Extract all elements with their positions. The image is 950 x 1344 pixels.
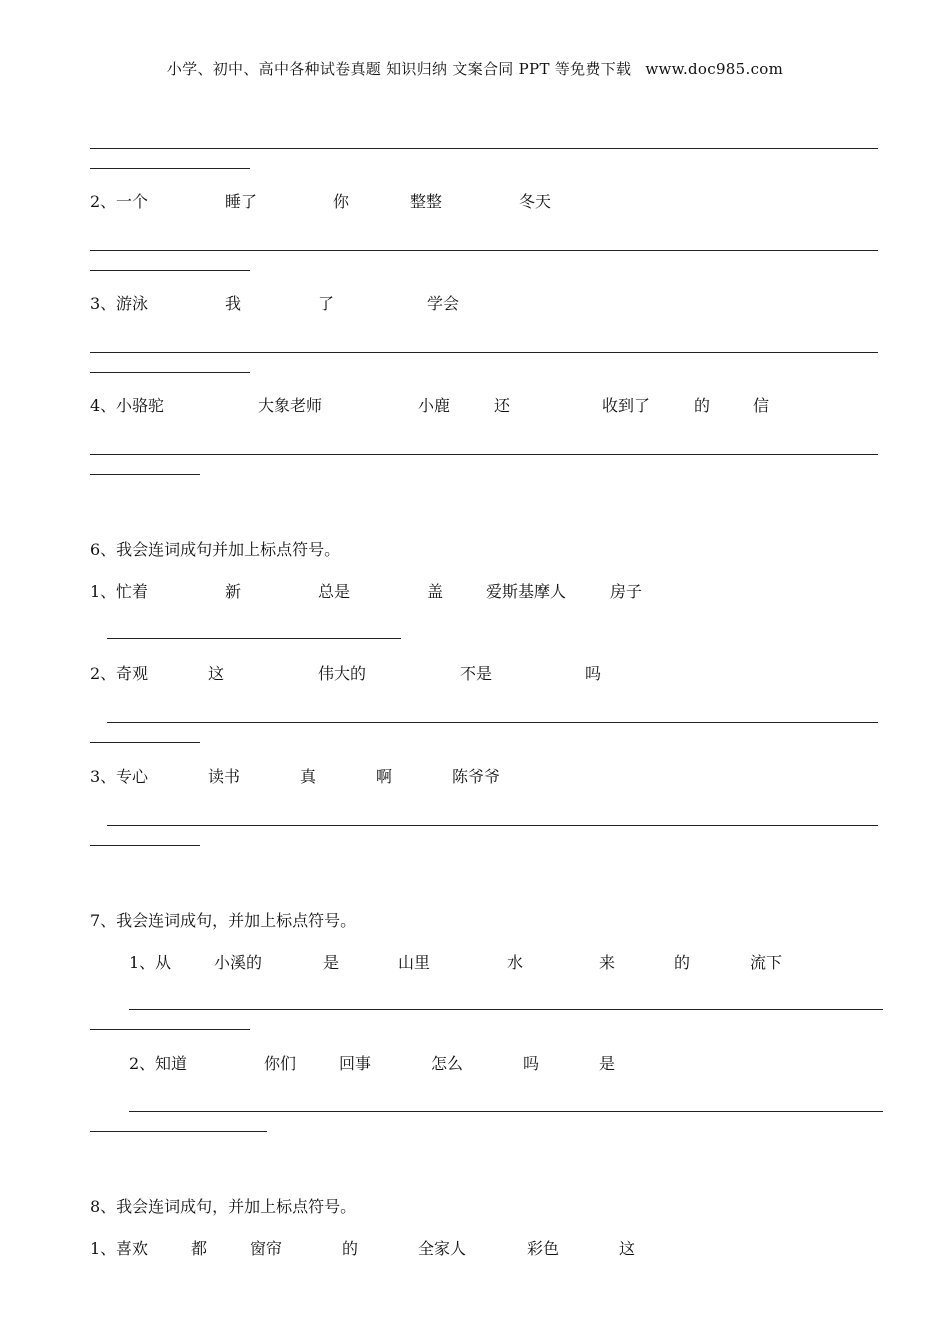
item-number: 2、 — [90, 192, 117, 211]
word: 真 — [300, 767, 317, 786]
word: 奇观 — [116, 664, 149, 683]
answer-line[interactable] — [90, 454, 878, 455]
answer-line-continuation[interactable] — [90, 270, 250, 271]
word: 的 — [674, 953, 691, 972]
word: 喜欢 — [116, 1239, 149, 1258]
word: 吗 — [523, 1054, 540, 1073]
header-url: www.doc985.com — [645, 60, 784, 78]
answer-line[interactable] — [90, 352, 878, 353]
item-number: 1、 — [129, 953, 156, 972]
answer-line-continuation[interactable] — [90, 474, 200, 475]
item-number: 3、 — [90, 767, 117, 786]
word: 这 — [208, 664, 225, 683]
word: 彩色 — [527, 1239, 560, 1258]
word: 啊 — [376, 767, 393, 786]
word: 大象老师 — [258, 396, 323, 415]
answer-line[interactable] — [129, 1111, 883, 1112]
word: 回事 — [339, 1054, 372, 1073]
word: 盖 — [427, 582, 444, 601]
item-number: 4、 — [90, 396, 117, 415]
word: 收到了 — [602, 396, 651, 415]
word: 学会 — [427, 294, 460, 313]
answer-line-continuation[interactable] — [90, 1029, 250, 1030]
word: 读书 — [208, 767, 241, 786]
word: 总是 — [318, 582, 351, 601]
item-number: 2、 — [129, 1054, 156, 1073]
word: 小溪的 — [214, 953, 263, 972]
item-number: 1、 — [90, 1239, 117, 1258]
word: 房子 — [610, 582, 643, 601]
answer-line[interactable] — [90, 250, 878, 251]
word: 你们 — [264, 1054, 297, 1073]
word: 是 — [599, 1054, 616, 1073]
word: 整整 — [410, 192, 443, 211]
word: 你 — [333, 192, 350, 211]
answer-line[interactable] — [90, 148, 878, 149]
word: 冬天 — [519, 192, 552, 211]
page-header — [0, 58, 950, 79]
word: 知道 — [155, 1054, 188, 1073]
word: 都 — [191, 1239, 208, 1258]
word: 窗帘 — [250, 1239, 283, 1258]
word: 这 — [619, 1239, 636, 1258]
word: 了 — [318, 294, 335, 313]
item-number: 3、 — [90, 294, 117, 313]
section-title: 6、我会连词成句并加上标点符号。 — [90, 540, 341, 559]
section-title: 7、我会连词成句，并加上标点符号。 — [90, 911, 357, 930]
answer-line[interactable] — [107, 825, 878, 826]
word: 的 — [694, 396, 711, 415]
word: 怎么 — [431, 1054, 464, 1073]
word: 新 — [225, 582, 242, 601]
word: 还 — [494, 396, 511, 415]
header-text: 小学、初中、高中各种试卷真题 知识归纳 文案合同 PPT 等免费下载 — [166, 60, 632, 78]
item-number: 1、 — [90, 582, 117, 601]
word: 信 — [753, 396, 770, 415]
answer-line-continuation[interactable] — [90, 742, 200, 743]
answer-line-continuation[interactable] — [90, 845, 200, 846]
word: 山里 — [398, 953, 431, 972]
word: 专心 — [116, 767, 149, 786]
answer-line[interactable] — [107, 722, 878, 723]
word: 我 — [225, 294, 242, 313]
word: 不是 — [460, 664, 493, 683]
word: 吗 — [585, 664, 602, 683]
word: 小鹿 — [418, 396, 451, 415]
item-number: 2、 — [90, 664, 117, 683]
word: 忙着 — [116, 582, 149, 601]
answer-line[interactable] — [107, 638, 401, 639]
word: 陈爷爷 — [452, 767, 501, 786]
word: 游泳 — [116, 294, 149, 313]
word: 的 — [342, 1239, 359, 1258]
answer-line-continuation[interactable] — [90, 1131, 267, 1132]
word: 爱斯基摩人 — [486, 582, 567, 601]
word: 从 — [155, 953, 172, 972]
word: 伟大的 — [318, 664, 367, 683]
word: 一个 — [116, 192, 149, 211]
word: 睡了 — [225, 192, 258, 211]
word: 是 — [323, 953, 340, 972]
word: 来 — [599, 953, 616, 972]
word: 小骆驼 — [116, 396, 165, 415]
word: 流下 — [750, 953, 783, 972]
section-title: 8、我会连词成句，并加上标点符号。 — [90, 1197, 357, 1216]
word: 水 — [507, 953, 524, 972]
word: 全家人 — [418, 1239, 467, 1258]
answer-line[interactable] — [129, 1009, 883, 1010]
answer-line-continuation[interactable] — [90, 372, 250, 373]
answer-line-continuation[interactable] — [90, 168, 250, 169]
